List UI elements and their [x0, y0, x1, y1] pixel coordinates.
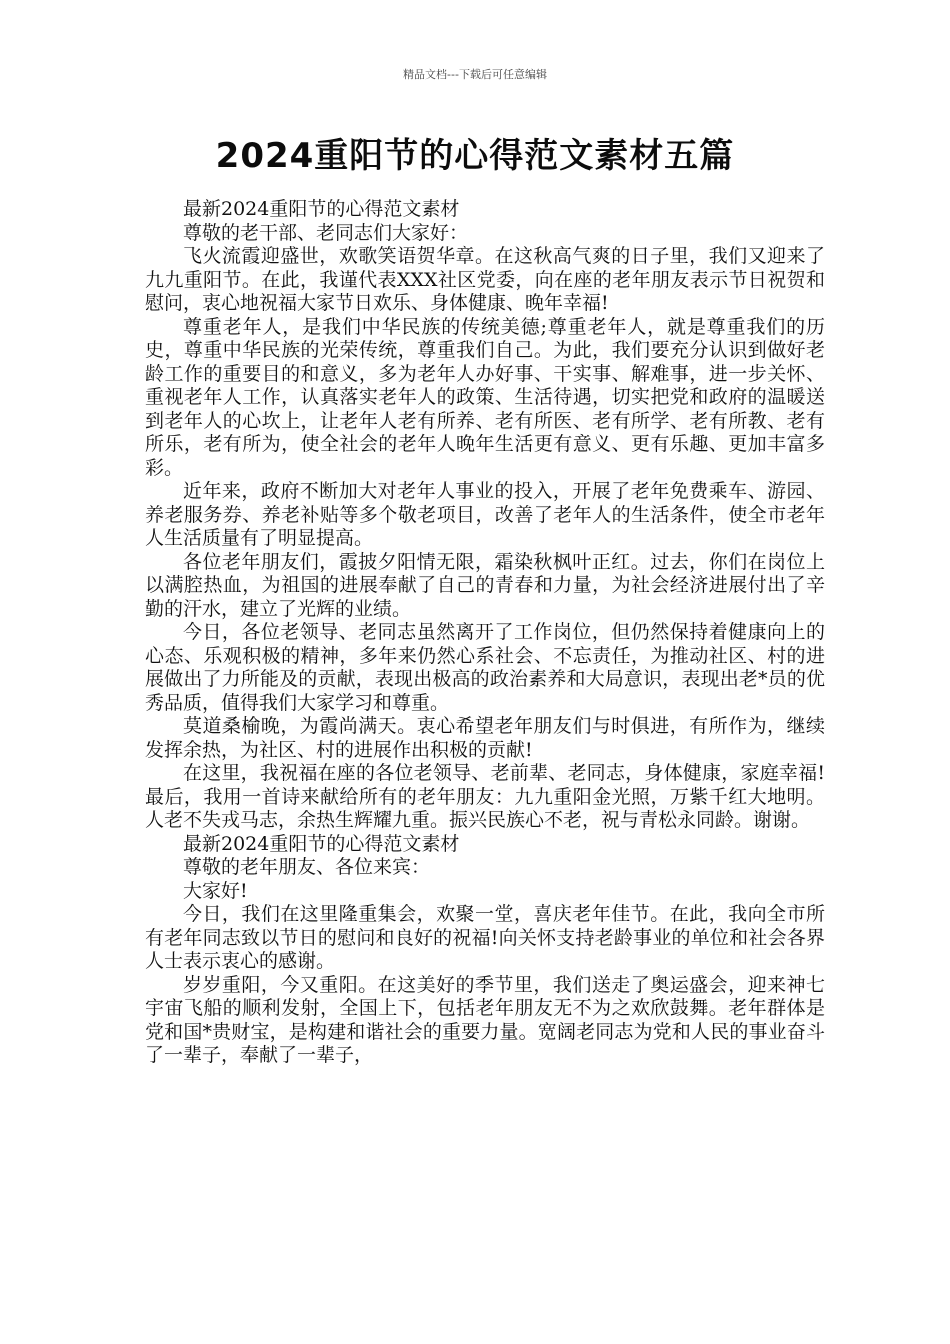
- paragraph: 各位老年朋友们，霞披夕阳情无限，霜染秋枫叶正红。过去，你们在岗位上以满腔热血，为祖国的进展奉献了自己的青春和力量，为社会经济进展付出了辛勤的汗水，建立了光辉的业绩。: [145, 550, 825, 620]
- paragraph: 最新2024重阳节的心得范文素材: [183, 198, 460, 220]
- paragraph: 今日，我们在这里隆重集会，欢聚一堂，喜庆老年佳节。在此，我向全市所有老年同志致以节日的慰问和良好的祝福!向关怀支持老龄事业的单位和社会各界人士表示衷心的感谢。: [145, 903, 825, 972]
- document-body: [145, 198, 825, 1068]
- paragraph: 尊敬的老干部、老同志们大家好：: [183, 221, 469, 244]
- page-header: 精品文档---下载后可任意编辑: [403, 68, 547, 81]
- paragraph: 飞火流霞迎盛世，欢歌笑语贺华章。在这秋高气爽的日子里，我们又迎来了九九重阳节。在此，我谨代表XXX社区党委，向在座的老年朋友表示节日祝贺和慰问，衷心地祝福大家节日欢乐、身体健康、晚年幸福!: [145, 245, 825, 314]
- document-title: 2024重阳节的心得范文素材五篇: [215, 136, 735, 176]
- paragraph: 尊敬的老年朋友、各位来宾：: [183, 856, 431, 878]
- paragraph: 在这里，我祝福在座的各位老领导、老前辈、老同志，身体健康，家庭幸福!最后，我用一首诗来献给所有的老年朋友：九九重阳金光照，万紫千红大地明。人老不失戎马志，余热生辉耀九重。振兴民族心不老，祝与青松永同龄。谢谢。: [145, 762, 825, 831]
- paragraph: 最新2024重阳节的心得范文素材: [183, 832, 460, 855]
- paragraph: 大家好!: [183, 879, 248, 902]
- paragraph: 莫道桑榆晚，为霞尚满天。衷心希望老年朋友们与时俱进，有所作为，继续发挥余热，为社区、村的进展作出积极的贡献!: [145, 715, 825, 761]
- paragraph: 今日，各位老领导、老同志虽然离开了工作岗位，但仍然保持着健康向上的心态、乐观积极的精神，多年来仍然心系社会、不忘责任，为推动社区、村的进展做出了力所能及的贡献，表现出极高的政治素养和大局意识，表现出老*员的优秀品质，值得我们大家学习和尊重。: [145, 621, 825, 714]
- paragraph: 尊重老年人，是我们中华民族的传统美德;尊重老年人，就是尊重我们的历史，尊重中华民族的光荣传统，尊重我们自己。为此，我们要充分认识到做好老龄工作的重要目的和意义，多为老年人办好事、干实事、解难事，进一步关怀、重视老年人工作，认真落实老年人的政策、生活待遇，切实把党和政府的温暖送到老年人的心坎上，让老年人老有所养、老有所医、老有所学、老有所教、老有所乐，老有所为，使全社会的老年人晚年生活更有意义、更有乐趣、更加丰富多彩。: [145, 315, 825, 479]
- paragraph: 岁岁重阳，今又重阳。在这美好的季节里，我们送走了奥运盛会，迎来神七宇宙飞船的顺利发射，全国上下，包括老年朋友无不为之欢欣鼓舞。老年群体是党和国*贵财宝，是构建和谐社会的重要力量。宽阔老同志为党和人民的事业奋斗了一辈子，奉献了一辈子，: [145, 973, 825, 1066]
- paragraph: 近年来，政府不断加大对老年人事业的投入，开展了老年免费乘车、游园、养老服务券、养老补贴等多个敬老项目，改善了老年人的生活条件，使全市老年人生活质量有了明显提高。: [145, 480, 825, 549]
